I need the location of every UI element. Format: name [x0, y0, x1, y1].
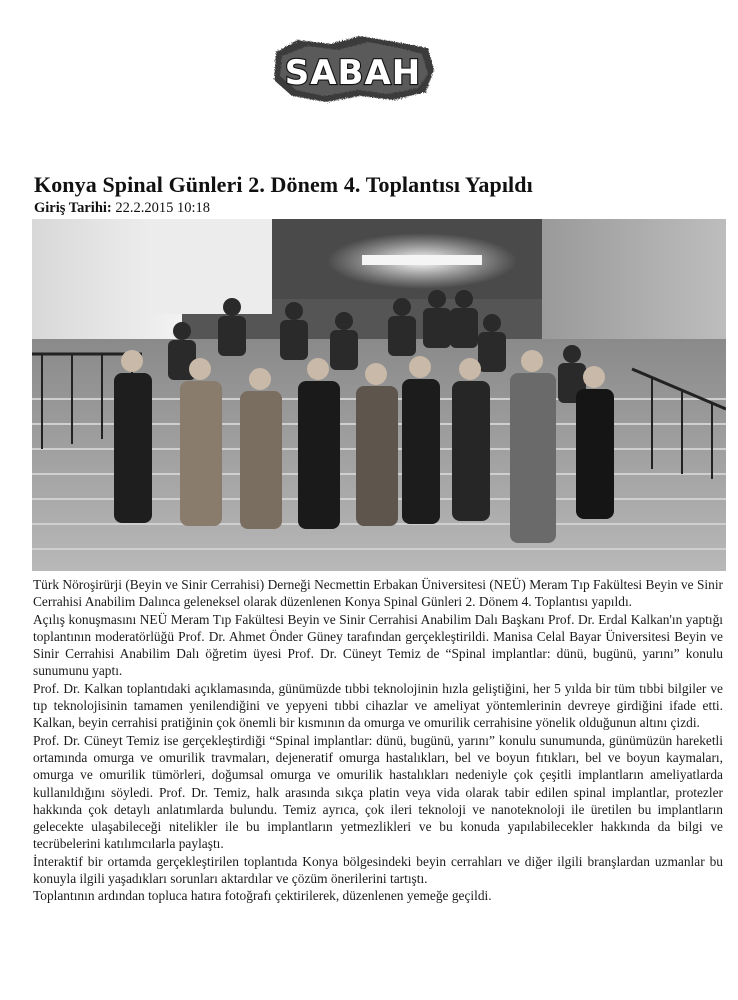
svg-text:SABAH: SABAH — [284, 53, 422, 93]
article-title: Konya Spinal Günleri 2. Dönem 4. Toplantısı Yapıldı — [34, 172, 533, 197]
article-body — [33, 576, 723, 905]
article-paragraph: Türk Nöroşirürji (Beyin ve Sinir Cerrahisi) Derneği Necmettin Erbakan Üniversitesi (NEÜ) Meram Tıp Fakültesi Beyin ve Sinir Cerrahisi Anabilim Dalınca geleneksel olarak düzenlenen Konya Spinal Günleri 2. Dönem 4. Toplantısı yapıldı. — [33, 577, 723, 610]
article-paragraph: Toplantının ardından topluca hatıra fotoğrafı çektirilerek, düzenlenen yemeğe geçildi. — [33, 888, 492, 904]
article-paragraph: Prof. Dr. Cüneyt Temiz ise gerçekleştirdiği “Spinal implantlar: dünü, bugünü, yarını” konulu sunumunda, günümüzün hareketli ortamında omurga ve omurilik travmaları, dejeneratif omurga hastalıkları, bel ve boyun fıtıkları, bel ve boyun kaymaları, omurga ve omurilik tümörleri, doğumsal omurga ve omurilik hastalıkları nedeniyle çok çeşitli implantların ameliyatlarda kullanıldığını söyledi. Prof. Dr. Temiz, halk arasında sıkça platin veya vida olarak tabir edilen spinal implantlar, protezler hakkında çok detaylı anlatımlarda bulundu. Temiz ayrıca, çok ileri teknoloji ve nanoteknoloji ile üretilen bu implantların gelecekte ulaşabileceği nitelikler ile bu implantların yetmezlikleri ve bu konuda yapılabilecekler hakkında da bilgi ve tecrübelerini katılımcılarla paylaştı. — [33, 732, 723, 852]
article-paragraph: İnteraktif bir ortamda gerçekleştirilen toplantıda Konya bölgesindeki beyin cerrahları ve diğer ilgili branşlardan uzmanlar bu konuyla ilgili yaşadıkları sorunları aktardılar ve çözüm önerilerini tartıştı. — [33, 853, 723, 887]
date-value: 22.2.2015 10:18 — [115, 200, 211, 216]
article-paragraph: Açılış konuşmasını NEÜ Meram Tıp Fakültesi Beyin ve Sinir Cerrahisi Anabilim Dalı Başkanı Prof. Dr. Erdal Kalkan'ın yaptığı toplantının moderatörlüğü Prof. Dr. Ahmet Önder Güney tarafından gerçekleştirildi. Manisa Celal Bayar Üniversitesi Beyin ve Sinir Cerrahisi Anabilim Dalı öğretim üyesi Prof. Dr. Cüneyt Temiz de “Spinal implantlar: dünü, bugünü, yarını” konulu sunumunu yaptı. — [33, 611, 723, 679]
article-paragraph: Prof. Dr. Kalkan toplantıdaki açıklamasında, günümüzde tıbbi teknolojinin hızla geliştiğini, her 5 yılda bir tüm tıbbi bilgiler ve tıp teknolojisinin tamamen yenilendiğini ve yepyeni tıbbi cihazlar ve ameliyat yöntemlerinin devreye girdiğini ifade etti. Kalkan, beyin cerrahisi pratiğinin çok önemli bir kısmının da omurga ve omurilik cerrahisine yönelik olduğunun altını çizdi. — [33, 680, 723, 731]
group-photo — [32, 219, 726, 571]
sabah-logo — [268, 30, 438, 108]
date-label: Giriş Tarihi: — [34, 200, 112, 216]
publish-date — [34, 200, 714, 217]
